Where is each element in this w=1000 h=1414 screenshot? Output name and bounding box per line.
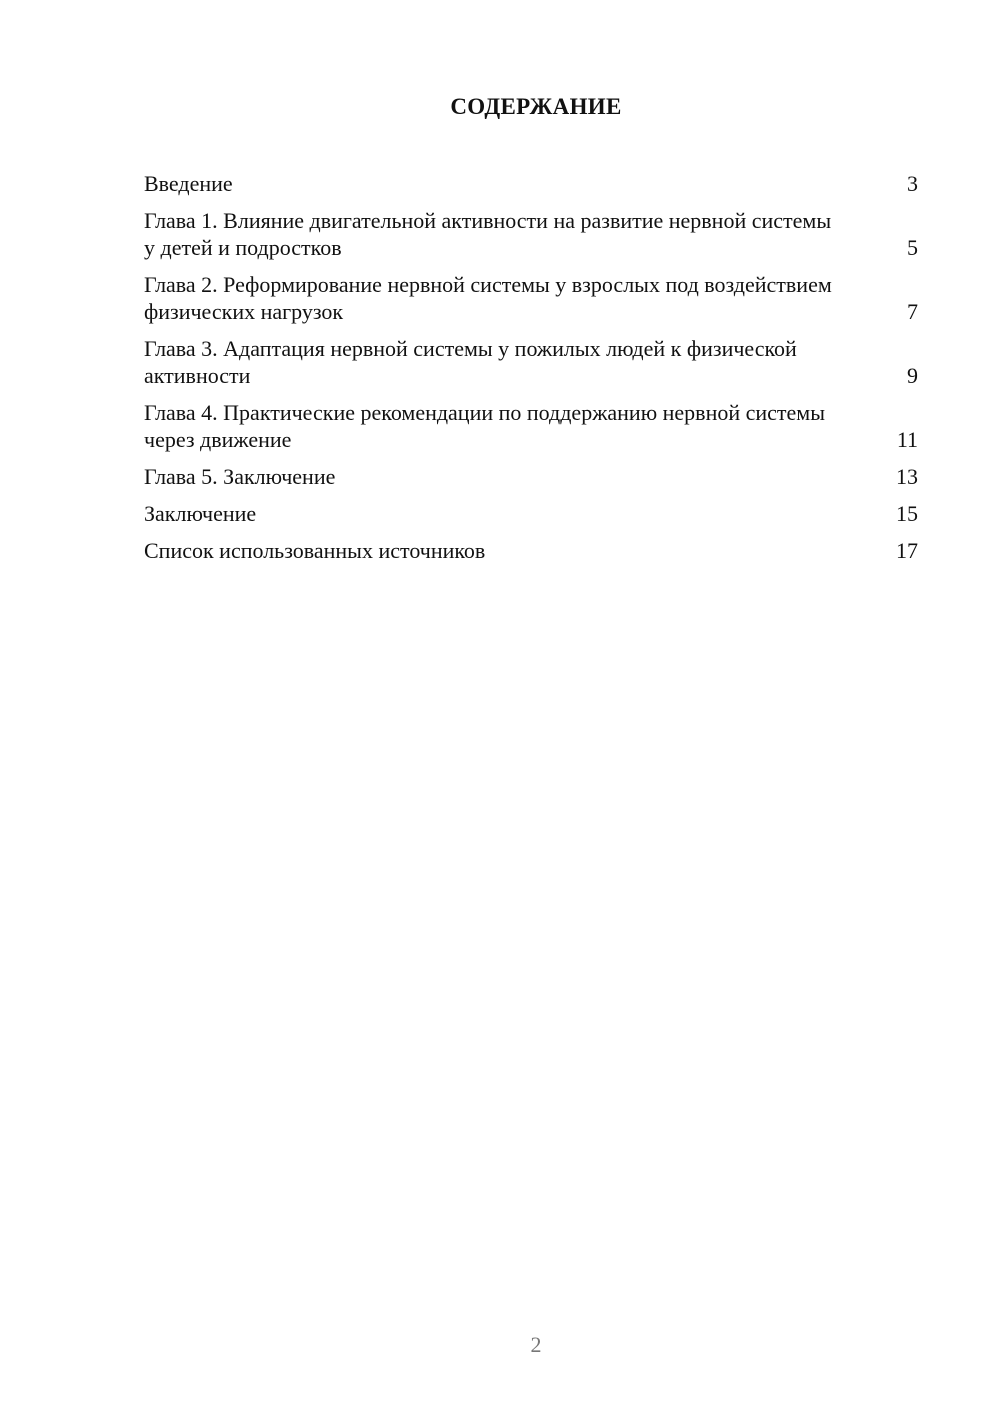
toc-entry-page: 3 [907,171,918,196]
toc-entry-page: 7 [907,299,918,324]
toc-entry-text: Глава 3. Адаптация нервной системы у пожилых людей к физической активности [144,336,797,388]
toc-entry-chapter-2 [144,271,918,325]
toc-entry-text: Заключение [144,501,257,526]
toc-entry-page: 13 [896,464,918,489]
toc-entry-chapter-3 [144,335,918,389]
toc-entry-page: 17 [896,538,918,563]
toc-entry-page: 9 [907,363,918,388]
table-of-contents [144,170,918,574]
toc-entry-text: Список использованных источников [144,538,486,563]
toc-entry-chapter-4 [144,399,918,453]
toc-entry-conclusion [144,500,918,527]
toc-entry-text: Введение [144,171,233,196]
toc-entry-text: Глава 1. Влияние двигательной активности на развитие нервной системы у детей и подростков [144,208,832,260]
toc-entry-page: 15 [896,501,918,526]
page-number: 2 [530,1332,542,1357]
toc-entry-introduction [144,170,918,197]
toc-entry-chapter-5 [144,463,918,490]
toc-entry-references [144,537,918,564]
toc-entry-text: Глава 5. Заключение [144,464,336,489]
toc-entry-chapter-1 [144,207,918,261]
toc-entry-page: 5 [907,235,918,260]
toc-title: СОДЕРЖАНИЕ [450,94,622,119]
toc-entry-text: Глава 4. Практические рекомендации по поддержанию нервной системы через движение [144,400,826,452]
toc-entry-text: Глава 2. Реформирование нервной системы у взрослых под воздействием физических нагрузок [144,272,832,324]
toc-entry-page: 11 [896,427,918,452]
